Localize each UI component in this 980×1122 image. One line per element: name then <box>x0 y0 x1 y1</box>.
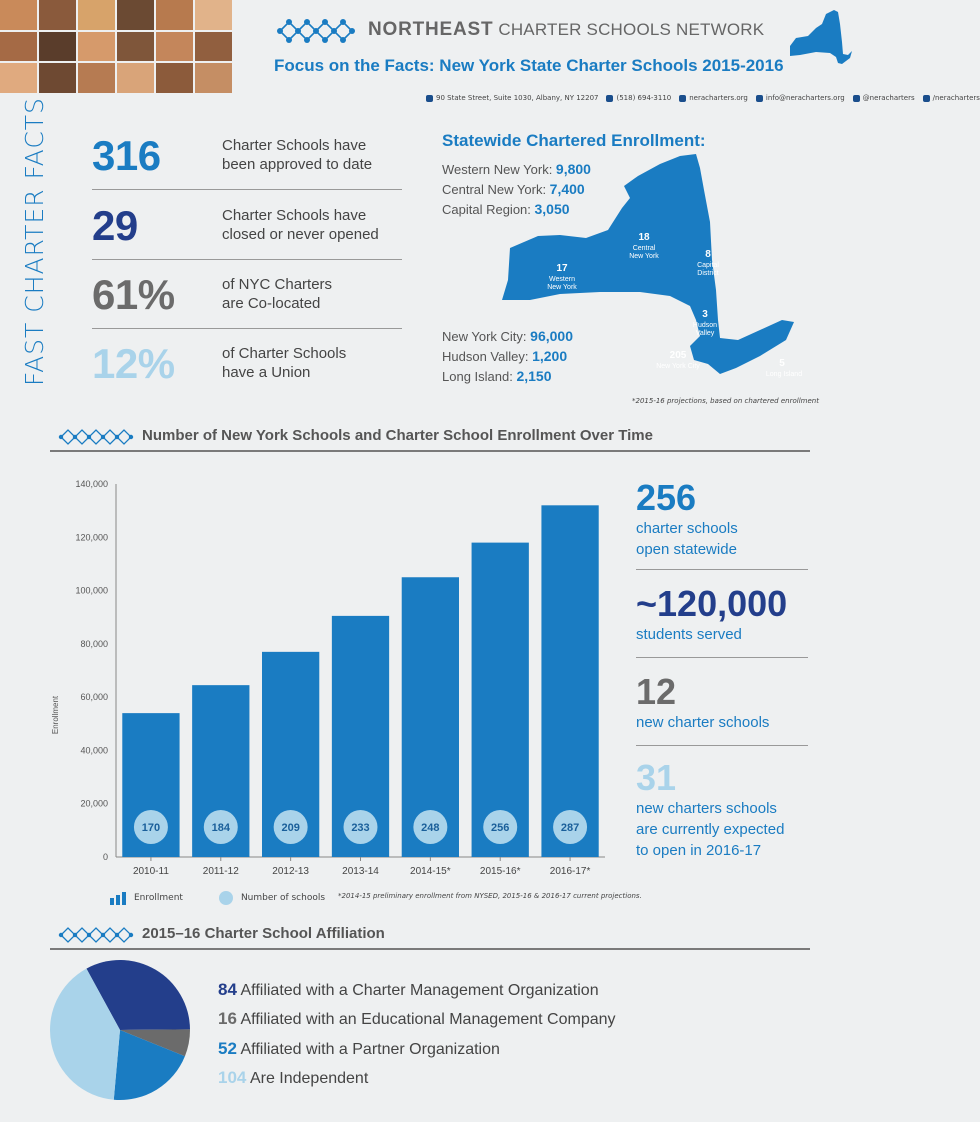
y-tick-label: 80,000 <box>80 638 108 649</box>
network-logo-icon <box>57 924 135 946</box>
school-count-label: 184 <box>211 822 230 834</box>
fact-text: of Charter Schools have a Union <box>222 345 347 381</box>
section-header-affiliation <box>50 922 810 950</box>
fact-item <box>92 192 402 260</box>
x-tick-label: 2010-11 <box>132 866 169 877</box>
x-tick-label: 2013-14 <box>342 866 379 877</box>
student-photo <box>195 0 232 30</box>
affiliation-count: 104 <box>218 1068 247 1087</box>
region-name: Hudson <box>692 322 718 329</box>
fact-item <box>92 261 402 329</box>
page-headline: Focus on the Facts: New York State Charter Schools 2015-2016 <box>274 56 784 75</box>
x-tick-label: 2015-16* <box>479 866 521 877</box>
region-count: 3 <box>702 309 708 320</box>
twitter-icon <box>853 95 860 102</box>
student-photo <box>0 63 37 93</box>
enrollment-line: Long Island: 2,150 <box>442 368 552 384</box>
section-title: 2015–16 Charter School Affiliation <box>142 925 385 942</box>
contact-facebook[interactable]: /neracharters <box>923 94 980 102</box>
fact-number: 61% <box>92 270 175 318</box>
stat-number: 12 <box>636 671 677 712</box>
y-tick-label: 40,000 <box>80 745 108 756</box>
enrollment-line: New York City: 96,000 <box>442 328 573 344</box>
student-photo <box>117 63 154 93</box>
phone-icon <box>606 95 613 102</box>
region-name: Valley <box>695 330 715 337</box>
stat-number: 256 <box>636 477 697 518</box>
stat-number: 31 <box>636 757 677 798</box>
region-name: New York City <box>656 363 700 370</box>
region-name: New York <box>547 284 577 291</box>
stat-text: charter schools open statewide <box>636 520 738 558</box>
contact-twitter[interactable]: @neracharters <box>853 94 915 102</box>
y-tick-label: 20,000 <box>80 798 108 809</box>
region-count: 8 <box>705 249 711 260</box>
school-count-label: 233 <box>351 822 370 834</box>
y-tick-label: 100,000 <box>75 585 108 596</box>
section-header-enrollment <box>50 424 810 452</box>
student-photo <box>195 63 232 93</box>
student-photo <box>39 32 76 62</box>
enrollment-title: Statewide Chartered Enrollment: <box>442 131 706 150</box>
x-tick-label: 2012-13 <box>272 866 309 877</box>
y-tick-label: 120,000 <box>75 532 108 543</box>
affiliation-count: 16 <box>218 1009 237 1028</box>
y-tick-label: 0 <box>102 852 108 862</box>
chart-legend <box>110 891 325 905</box>
stat-item <box>636 758 808 858</box>
affiliation-count: 52 <box>218 1039 237 1058</box>
school-count-label: 170 <box>141 822 161 834</box>
contact-phone: (518) 694-3110 <box>606 94 671 102</box>
student-photo <box>78 0 115 30</box>
chart-footnote: *2014-15 preliminary enrollment from NYSED, 2015-16 & 2016-17 current projections. <box>338 892 642 900</box>
student-photo <box>0 32 37 62</box>
fact-text: Charter Schools have been approved to date <box>222 136 373 173</box>
y-tick-label: 60,000 <box>80 692 108 703</box>
student-photo <box>195 32 232 62</box>
photo-collage <box>0 0 232 93</box>
new-york-state-icon <box>786 8 852 72</box>
enrollment-chart <box>40 470 620 910</box>
stat-item <box>636 672 808 746</box>
legend-label: Enrollment <box>134 893 183 903</box>
map-footnote: *2015-16 projections, based on chartered enrollment <box>632 397 819 405</box>
contact-email[interactable]: info@neracharters.org <box>756 94 845 102</box>
y-tick-label: 140,000 <box>75 479 108 489</box>
student-photo <box>39 63 76 93</box>
x-tick-label: 2011-12 <box>202 866 239 877</box>
student-photo <box>78 63 115 93</box>
enrollment-line: Hudson Valley: 1,200 <box>442 348 568 364</box>
facebook-icon <box>923 95 930 102</box>
student-photo <box>156 32 193 62</box>
legend-label: Number of schools <box>240 893 326 903</box>
fact-number: 316 <box>92 131 161 179</box>
student-photo <box>117 32 154 62</box>
stat-text: new charter schools <box>636 714 770 731</box>
enrollment-legend-icon <box>110 892 126 905</box>
affiliation-item: 84 Affiliated with a Charter Management Organization <box>218 980 599 999</box>
stat-text: new charters schools are currently expected to open in 2016-17 <box>636 800 785 859</box>
x-tick-label: 2016-17* <box>549 866 591 877</box>
affiliation-count: 84 <box>218 980 237 999</box>
enrollment-line: Western New York: 9,800 <box>442 161 591 177</box>
schools-legend-icon <box>219 891 233 905</box>
region-count: 5 <box>779 358 785 369</box>
student-photo <box>0 0 37 30</box>
location-icon <box>426 95 433 102</box>
school-count-label: 287 <box>560 822 580 834</box>
globe-icon <box>679 95 686 102</box>
email-icon <box>756 95 763 102</box>
school-count-label: 248 <box>421 822 440 834</box>
x-tick-label: 2014-15* <box>410 866 451 877</box>
stat-item <box>636 478 808 570</box>
contact-address: 90 State Street, Suite 1030, Albany, NY 12207 <box>426 94 598 102</box>
contact-web[interactable]: neracharters.org <box>679 94 748 102</box>
org-name: NORTHEAST CHARTER SCHOOLS NETWORK <box>368 19 765 40</box>
enrollment-bar <box>541 505 598 857</box>
affiliation-item: 104 Are Independent <box>218 1068 369 1087</box>
network-logo-icon <box>57 426 135 448</box>
stat-item <box>636 584 808 658</box>
student-photo <box>156 0 193 30</box>
fact-number: 12% <box>92 340 175 387</box>
student-photo <box>39 0 76 30</box>
affiliation-pie-chart <box>48 955 193 1105</box>
region-name: Central <box>632 245 656 252</box>
enrollment-line: Central New York: 7,400 <box>442 181 585 197</box>
region-count: 17 <box>556 263 568 274</box>
region-name: New York <box>629 253 659 260</box>
fact-text: of NYC Charters are Co-located <box>222 275 333 312</box>
fact-item <box>92 330 402 398</box>
fast-facts-label: FAST CHARTER FACTS <box>20 97 49 386</box>
region-name: District <box>697 270 719 277</box>
section-title: Number of New York Schools and Charter School Enrollment Over Time <box>142 427 653 444</box>
fact-item <box>92 122 402 190</box>
region-name: Long Island <box>765 371 803 378</box>
enrollment-bar <box>472 543 529 857</box>
region-count: 18 <box>638 232 650 243</box>
school-count-label: 209 <box>281 822 300 834</box>
contact-bar <box>426 94 980 102</box>
fact-text: Charter Schools have closed or never opened <box>222 206 379 243</box>
enrollment-line: Capital Region: 3,050 <box>442 201 570 217</box>
student-photo <box>78 32 115 62</box>
y-axis-label: Enrollment <box>51 695 60 735</box>
stat-text: students served <box>636 626 742 643</box>
region-name: Western <box>549 276 575 283</box>
region-name: Capital <box>697 262 719 269</box>
student-photo <box>117 0 154 30</box>
school-count-label: 256 <box>491 822 510 834</box>
affiliation-item: 16 Affiliated with an Educational Management Company <box>218 1009 616 1028</box>
student-photo <box>156 63 193 93</box>
stat-number: ~120,000 <box>636 583 788 624</box>
fact-number: 29 <box>92 201 138 249</box>
region-count: 205 <box>669 350 687 361</box>
affiliation-item: 52 Affiliated with a Partner Organization <box>218 1039 500 1058</box>
